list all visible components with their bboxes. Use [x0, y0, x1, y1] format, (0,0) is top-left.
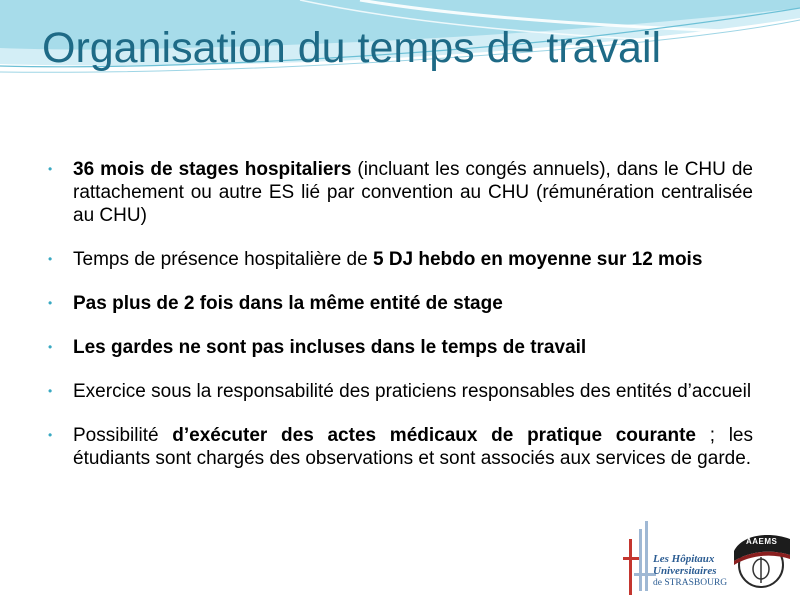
bullet-marker-icon: •: [48, 384, 53, 398]
slide-title: Organisation du temps de travail: [42, 24, 662, 72]
bullet-text: (incluant les congés annuels), dans le CHU de rattachement ou autre ES lié par convention au CHU (rémunération centralisée au CHU): [73, 159, 753, 226]
bullet-text-bold: d’exécuter des actes médicaux de pratique courante: [172, 425, 696, 446]
bullet-marker-icon: •: [48, 296, 53, 310]
aaems-logo: [728, 525, 794, 591]
aaems-label: AAEMS: [746, 537, 778, 546]
bullet-marker-icon: •: [48, 162, 53, 176]
bullet-text: Exercice sous la responsabilité des praticiens responsables des entités d’accueil: [73, 381, 752, 402]
bullet-list: [45, 158, 753, 470]
bullet-text-bold: 36 mois de stages hospitaliers: [73, 159, 352, 180]
bullet-item: [45, 380, 753, 403]
bullet-item: [45, 158, 753, 227]
bullet-marker-icon: •: [48, 340, 53, 354]
hus-logo-text: Les Hôpitaux Universitaires de STRASBOURG: [653, 553, 728, 588]
bullet-item: [45, 336, 753, 359]
aaems-emblem: [728, 525, 794, 591]
bullet-text-bold: Pas plus de 2 fois dans la même entité de stage: [73, 293, 503, 314]
bullet-text: Temps de présence hospitalière de: [73, 249, 373, 270]
bullet-marker-icon: •: [48, 252, 53, 266]
bullet-marker-icon: •: [48, 428, 53, 442]
bullet-text-bold: Les gardes ne sont pas incluses dans le temps de travail: [73, 337, 587, 358]
hus-logo: [619, 517, 731, 597]
bullet-text: ; les étudiants sont chargés des observations et sont associés aux services de garde.: [73, 425, 753, 469]
bullet-item: [45, 248, 753, 271]
bullet-item: [45, 424, 753, 470]
bullet-item: [45, 292, 753, 315]
bullet-text-bold: 5 DJ hebdo en moyenne sur 12 mois: [372, 249, 703, 270]
bullet-text: Possibilité: [73, 425, 173, 446]
